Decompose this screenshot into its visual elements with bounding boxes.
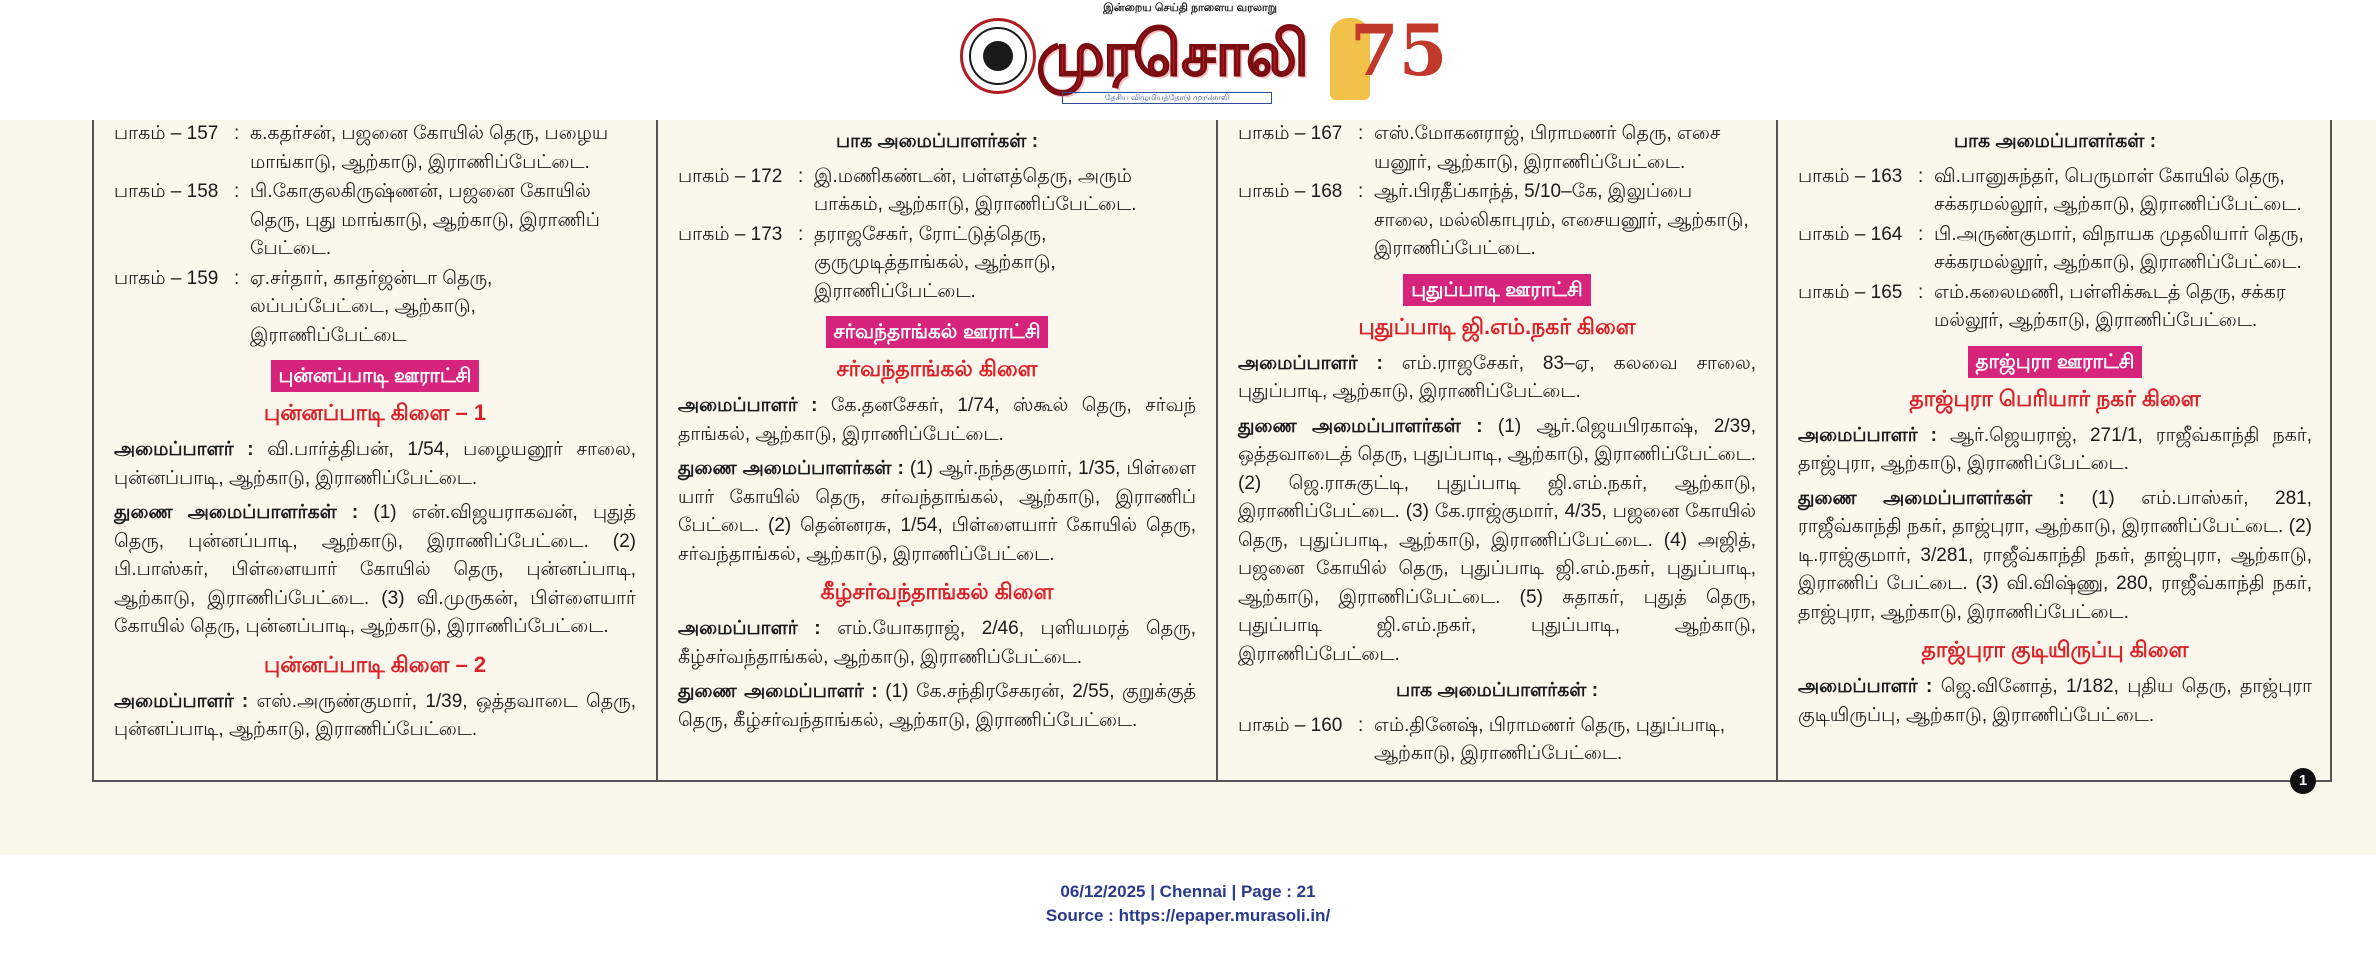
booth-separator: : [1358,181,1364,202]
booth-separator: : [1918,281,1924,303]
logo-subtext: தேசிய விழுமியத்தோடு முரசொலி [1062,92,1272,104]
booth-separator: : [1358,123,1364,144]
booth-entry [1238,120,1756,177]
role-label: துணை அமைப்பாளர்கள் : [678,458,904,479]
branch-heading: புன்னப்பாடி கிளை – 2 [263,651,487,677]
member-details: ஜெ.வினோத், 1/182, புதிய தெரு, தாஜ்புரா குடியிருப்பு, ஆற்காடு, இராணிப்பேட்டை. [1798,676,2313,726]
member-paragraph [1798,422,2312,479]
anniversary-number: 75 [1350,9,1448,92]
branch-heading: தாஜ்புரா குடியிருப்பு கிளை [1921,637,2189,662]
role-label: அமைப்பாளர் : [1798,676,1933,697]
booth-details: ஆர்.பிரதீப்காந்த், 5/10–கே, இலுப்பை சாலை, மல்லிகாபுரம், எசையனூர், ஆற்காடு, இராணிப்பேட்டை. [1374,181,1749,259]
member-paragraph [1798,485,2312,628]
member-paragraph [1238,350,1756,407]
booth-entry [1798,221,2312,278]
page-number-badge: 1 [2290,768,2316,794]
column-grid [92,120,2332,782]
member-paragraph [678,455,1196,569]
masthead [0,0,2376,118]
column-4 [1776,120,2332,780]
member-paragraph [114,499,636,642]
member-details: (1) கே.சந்திரசேகரன், 2/55, குறுக்குத் தெரு, கீழ்சர்வந்தாங்கல், ஆற்காடு, இராணிப்பேட்டை. [678,681,1196,731]
booth-separator: : [798,223,804,245]
masthead-tagline: இன்றைய செய்தி நாளைய வரலாறு [1103,2,1277,14]
branch-heading: கீழ்சர்வந்தாங்கல் கிளை [820,579,1054,604]
booth-details: பி.கோகுலகிருஷ்ணன், பஜனை கோயில் தெரு, புது மாங்காடு, ஆற்காடு, இராணிப் பேட்டை. [250,181,600,259]
member-paragraph [114,436,636,493]
booth-separator: : [234,181,240,202]
panchayat-badge: சர்வந்தாங்கல் ஊராட்சி [826,316,1049,348]
member-details: எம்.ராஜசேகர், 83–ஏ, கலவை சாலை, புதுப்பாடி, ஆற்காடு, இராணிப்பேட்டை. [1238,352,1756,402]
member-details: எம்.யோகராஜ், 2/46, புளியமரத் தெரு, கீழ்சர்வந்தாங்கல், ஆற்காடு, இராணிப்பேட்டை. [678,618,1197,668]
booth-entry [1798,279,2312,336]
branch-heading: சர்வந்தாங்கல் கிளை [836,356,1038,381]
footer-date-line: 06/12/2025 | Chennai | Page : 21 [1060,882,1316,901]
panchayat-heading [1798,346,2312,378]
panchayat-badge: புன்னப்பாடி ஊராட்சி [271,360,480,392]
panchayat-heading [114,360,636,392]
booth-entry [114,178,636,264]
booth-number: பாகம் – 172 [678,165,783,187]
member-details: வி.பார்த்திபன், 1/54, பழையனூர் சாலை, புன்னப்பாடி, ஆற்காடு, இராணிப்பேட்டை. [114,439,636,489]
branch-heading: தாஜ்புரா பெரியார் நகர் கிளை [1909,385,2201,411]
role-label: அமைப்பாளர் : [114,439,254,460]
branch-heading: புதுப்பாடி ஜி.எம்.நகர் கிளை [1358,313,1636,339]
booth-separator: : [1918,223,1924,245]
page-footer [0,880,2376,928]
booth-details: பி.அருண்குமார், விநாயக முதலியார் தெரு, சக்கரமல்லூர், ஆற்காடு, இராணிப்பேட்டை. [1934,223,2304,273]
role-label: துணை அமைப்பாளர் : [678,681,878,702]
emblem-icon [960,18,1036,94]
booth-separator: : [234,123,240,144]
role-label: துணை அமைப்பாளர்கள் : [1798,487,2065,509]
booth-number: பாகம் – 173 [678,223,783,245]
booth-entry [114,120,636,177]
booth-details: வி.பானுசுந்தர், பெருமாள் கோயில் தெரு, சக்கரமல்லூர், ஆற்காடு, இராணிப்பேட்டை. [1934,165,2302,215]
booth-entry [678,163,1196,220]
booth-entry [114,265,636,351]
member-details: (1) ஆர்.ஜெயபிரகாஷ், 2/39, ஒத்தவாடைத் தெரு, புதுப்பாடி, ஆற்காடு, இராணிப்பேட்டை. (2) ஜெ.ராசுகுட்டி, புதுப்பாடி ஜி.எம்.நகர், ஆற்காடு, இராணிப்பேட்டை. (3) கே.ராஜ்குமார், 4/35, பஜனை கோயில் தெரு, புதுப்பாடி, ஆற்காடு, இராணிப்பேட்டை. (4) அஜித், பஜனை கோயில் தெரு, புதுப்பாடி ஜி.எம்.நகர், புதுப்பாடி, ஆற்காடு, இராணிப்பேட்டை. (5) சுதாகர், புதுத் தெரு, புதுப்பாடி ஜி.எம்.நகர், புதுப்பாடி, ஆற்காடு, இராணிப்பேட்டை. [1238,415,1756,665]
member-paragraph [114,688,636,745]
branch-heading: புன்னப்பாடி கிளை – 1 [263,400,487,425]
emblem-core [983,41,1013,71]
column-3 [1216,120,1776,780]
member-paragraph [678,615,1196,672]
booth-subheading: பாக அமைப்பாளர்கள் : [1953,131,2157,152]
booth-entry [678,221,1196,307]
member-paragraph [1238,413,1756,670]
anniversary-logo [1330,8,1448,104]
role-label: அமைப்பாளர் : [1798,424,1937,446]
booth-details: தராஜசேகர், ரோட்டுத்தெரு, குருமுடித்தாங்கல், ஆற்காடு, இராணிப்பேட்டை. [814,223,1056,302]
booth-number: பாகம் – 164 [1798,223,1903,245]
booth-subheading: பாக அமைப்பாளர்கள் : [835,131,1039,152]
panchayat-heading [678,316,1196,348]
member-details: (1) ஆர்.நந்தகுமார், 1/35, பிள்ளை யார் கோயில் தெரு, சர்வந்தாங்கல், ஆற்காடு, இராணிப் பேட்டை. (2) தென்னரசு, 1/54, பிள்ளையார் கோயில் தெரு, சர்வந்தாங்கல், ஆற்காடு, இராணிப்பேட்டை. [678,458,1196,565]
column-1 [94,120,656,780]
member-paragraph [678,678,1196,735]
booth-number: பாகம் – 168 [1238,181,1343,202]
member-details: எஸ்.அருண்குமார், 1/39, ஒத்தவாடை தெரு, புன்னப்பாடி, ஆற்காடு, இராணிப்பேட்டை. [114,690,637,740]
booth-details: எஸ்.மோகனராஜ், பிராமணர் தெரு, எசை யனூர், ஆற்காடு, இராணிப்பேட்டை. [1374,123,1721,173]
footer-source-link[interactable]: Source : https://epaper.murasoli.in/ [1045,906,1331,925]
role-label: அமைப்பாளர் : [678,618,821,639]
booth-number: பாகம் – 159 [114,267,219,289]
booth-details: ஏ.சர்தார், காதர்ஜன்டா தெரு, லப்பப்பேட்டை, ஆற்காடு, இராணிப்பேட்டை [250,267,493,346]
booth-number: பாகம் – 157 [114,123,219,144]
booth-number: பாகம் – 160 [1238,714,1343,736]
panchayat-heading [1238,274,1756,306]
role-label: துணை அமைப்பாளர்கள் : [114,502,359,523]
member-paragraph [1798,673,2312,730]
role-label: துணை அமைப்பாளர்கள் : [1238,415,1483,437]
booth-separator: : [798,165,804,187]
role-label: அமைப்பாளர் : [114,690,249,712]
role-label: அமைப்பாளர் : [678,395,818,416]
role-label: அமைப்பாளர் : [1238,352,1383,374]
member-details: கே.தனசேகர், 1/74, ஸ்கூல் தெரு, சர்வந் தாங்கல், ஆற்காடு, இராணிப்பேட்டை. [678,395,1197,445]
booth-separator: : [1918,165,1924,187]
booth-details: எம்.தினேஷ், பிராமணர் தெரு, புதுப்பாடி, ஆற்காடு, இராணிப்பேட்டை. [1374,714,1725,764]
booth-separator: : [1358,714,1364,736]
booth-separator: : [234,267,240,289]
member-details: (1) என்.விஜயராகவன், புதுத் தெரு, புன்னப்பாடி, ஆற்காடு, இராணிப்பேட்டை. (2) பி.பாஸ்கர், பிள்ளையார் கோயில் தெரு, புன்னப்பாடி, ஆற்காடு, இராணிப்பேட்டை. (3) வி.முருகன், பிள்ளையார் கோயில் தெரு, புன்னப்பாடி, ஆற்காடு, இராணிப்பேட்டை. [114,502,636,637]
newspaper-logo[interactable]: முரசொலி [1036,17,1307,90]
booth-number: பாகம் – 158 [114,181,219,202]
member-details: ஆர்.ஜெயராஜ், 271/1, ராஜீவ்காந்தி நகர், தாஜ்புரா, ஆற்காடு, இராணிப்பேட்டை. [1798,424,2312,474]
booth-details: எம்.கலைமணி, பள்ளிக்கூடத் தெரு, சக்கர மல்லூர், ஆற்காடு, இராணிப்பேட்டை. [1934,281,2286,331]
article-panel [0,120,2376,855]
booth-details: இ.மணிகண்டன், பள்ளத்தெரு, அரும் பாக்கம், ஆற்காடு, இராணிப்பேட்டை. [814,165,1137,215]
booth-details: க.கதர்சன், பஜனை கோயில் தெரு, பழைய மாங்காடு, ஆற்காடு, இராணிப்பேட்டை. [250,123,609,173]
column-2 [656,120,1216,780]
member-details: (1) எம்.பாஸ்கர், 281, ராஜீவ்காந்தி நகர், தாஜ்புரா, ஆற்காடு, இராணிப்பேட்டை. (2) டி.ராஜ்குமார், 3/281, ராஜீவ்காந்தி நகர், தாஜ்புரா, ஆற்காடு, இராணிப் பேட்டை. (3) வி.விஷ்ணு, 280, ராஜீவ்காந்தி நகர், தாஜ்புரா, ஆற்காடு, இராணிப்பேட்டை. [1798,487,2312,623]
booth-entry [1798,163,2312,220]
booth-number: பாகம் – 163 [1798,165,1903,187]
booth-number: பாகம் – 165 [1798,281,1903,303]
panchayat-badge: புதுப்பாடி ஊராட்சி [1403,274,1590,306]
booth-entry [1238,178,1756,264]
member-paragraph [678,392,1196,449]
booth-number: பாகம் – 167 [1238,123,1343,144]
panchayat-badge: தாஜ்புரா ஊராட்சி [1968,346,2143,378]
booth-entry [1238,712,1756,769]
booth-subheading: பாக அமைப்பாளர்கள் : [1395,680,1599,701]
